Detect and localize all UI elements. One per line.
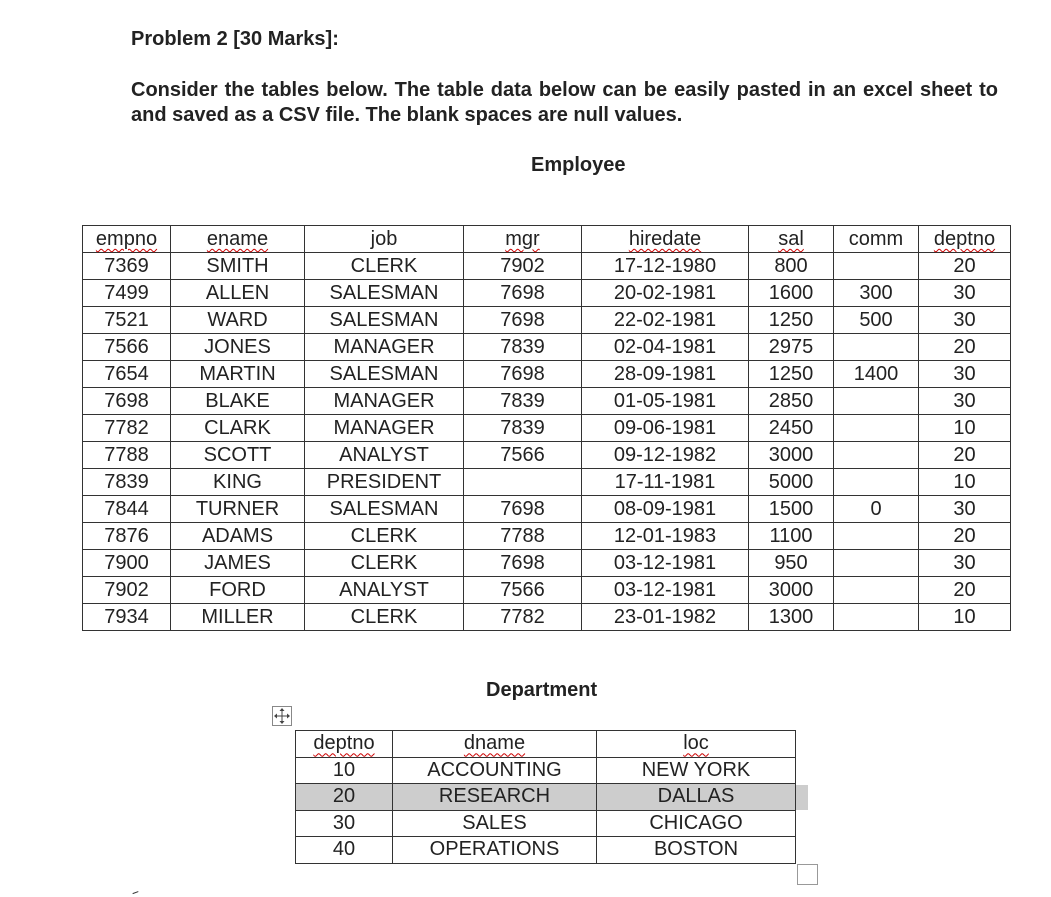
employee-cell-mgr[interactable]: 7698	[464, 550, 582, 577]
employee-header-empno[interactable]: empno	[83, 226, 171, 253]
selection-overflow	[796, 785, 808, 810]
employee-cell-empno[interactable]: 7521	[83, 307, 171, 334]
employee-cell-job[interactable]: CLERK	[305, 604, 464, 631]
employee-cell-mgr[interactable]: 7839	[464, 334, 582, 361]
employee-cell-sal[interactable]: 3000	[749, 577, 834, 604]
employee-cell-sal[interactable]: 1500	[749, 496, 834, 523]
employee-cell-comm[interactable]: 1400	[834, 361, 919, 388]
employee-cell-ename[interactable]: SMITH	[171, 253, 305, 280]
employee-row[interactable]	[83, 523, 1011, 550]
employee-cell-mgr[interactable]: 7698	[464, 307, 582, 334]
employee-caption: Employee	[531, 154, 626, 176]
employee-cell-job[interactable]: CLERK	[305, 550, 464, 577]
employee-cell-ename[interactable]: MILLER	[171, 604, 305, 631]
employee-cell-sal[interactable]: 2975	[749, 334, 834, 361]
employee-cell-mgr[interactable]: 7698	[464, 496, 582, 523]
employee-cell-mgr[interactable]: 7782	[464, 604, 582, 631]
employee-cell-sal[interactable]: 1300	[749, 604, 834, 631]
employee-cell-mgr[interactable]: 7566	[464, 442, 582, 469]
employee-cell-deptno[interactable]: 20	[919, 442, 1011, 469]
employee-cell-deptno[interactable]: 10	[919, 469, 1011, 496]
employee-cell-mgr[interactable]: 7839	[464, 388, 582, 415]
employee-cell-empno[interactable]: 7788	[83, 442, 171, 469]
employee-cell-sal[interactable]: 5000	[749, 469, 834, 496]
employee-cell-job[interactable]: MANAGER	[305, 415, 464, 442]
employee-cell-ename[interactable]: WARD	[171, 307, 305, 334]
employee-header-sal[interactable]: sal	[749, 226, 834, 253]
department-cell-loc[interactable]: BOSTON	[597, 837, 796, 864]
employee-cell-sal[interactable]: 1250	[749, 307, 834, 334]
employee-cell-empno[interactable]: 7902	[83, 577, 171, 604]
employee-cell-mgr[interactable]: 7839	[464, 415, 582, 442]
employee-table[interactable]	[82, 225, 1011, 631]
employee-cell-sal[interactable]: 2450	[749, 415, 834, 442]
employee-cell-empno[interactable]: 7698	[83, 388, 171, 415]
employee-cell-hiredate[interactable]: 17-12-1980	[582, 253, 749, 280]
employee-cell-empno[interactable]: 7844	[83, 496, 171, 523]
employee-header-ename[interactable]: ename	[171, 226, 305, 253]
employee-row[interactable]	[83, 334, 1011, 361]
employee-cell-ename[interactable]: SCOTT	[171, 442, 305, 469]
table-move-handle-icon[interactable]	[272, 706, 292, 726]
employee-cell-sal[interactable]: 800	[749, 253, 834, 280]
employee-cell-deptno[interactable]: 20	[919, 523, 1011, 550]
employee-cell-comm[interactable]	[834, 577, 919, 604]
employee-cell-hiredate[interactable]: 23-01-1982	[582, 604, 749, 631]
employee-cell-ename[interactable]: MARTIN	[171, 361, 305, 388]
employee-cell-deptno[interactable]: 30	[919, 388, 1011, 415]
employee-cell-empno[interactable]: 7499	[83, 280, 171, 307]
employee-cell-sal[interactable]: 950	[749, 550, 834, 577]
employee-cell-comm[interactable]	[834, 550, 919, 577]
employee-row[interactable]	[83, 496, 1011, 523]
department-header-dname[interactable]: dname	[393, 731, 597, 758]
department-cell-deptno[interactable]: 10	[296, 757, 393, 784]
employee-cell-comm[interactable]	[834, 442, 919, 469]
employee-header-job[interactable]: job	[305, 226, 464, 253]
employee-cell-hiredate[interactable]: 28-09-1981	[582, 361, 749, 388]
employee-cell-ename[interactable]: ADAMS	[171, 523, 305, 550]
department-cell-dname[interactable]: OPERATIONS	[393, 837, 597, 864]
employee-header-mgr[interactable]: mgr	[464, 226, 582, 253]
problem-title: Problem 2 [30 Marks]:	[131, 28, 339, 50]
employee-cell-comm[interactable]	[834, 469, 919, 496]
employee-cell-job[interactable]: ANALYST	[305, 442, 464, 469]
employee-row[interactable]	[83, 415, 1011, 442]
employee-cell-ename[interactable]: JAMES	[171, 550, 305, 577]
employee-cell-empno[interactable]: 7839	[83, 469, 171, 496]
employee-cell-comm[interactable]	[834, 604, 919, 631]
department-header-loc[interactable]: loc	[597, 731, 796, 758]
employee-cell-ename[interactable]: TURNER	[171, 496, 305, 523]
employee-cell-sal[interactable]: 1600	[749, 280, 834, 307]
employee-header-deptno[interactable]: deptno	[919, 226, 1011, 253]
department-cell-dname[interactable]: ACCOUNTING	[393, 757, 597, 784]
employee-cell-mgr[interactable]: 7566	[464, 577, 582, 604]
employee-cell-hiredate[interactable]: 03-12-1981	[582, 550, 749, 577]
employee-cell-hiredate[interactable]: 08-09-1981	[582, 496, 749, 523]
employee-cell-empno[interactable]: 7654	[83, 361, 171, 388]
department-cell-dname[interactable]: RESEARCH	[393, 784, 597, 811]
employee-row[interactable]	[83, 442, 1011, 469]
employee-cell-hiredate[interactable]: 09-12-1982	[582, 442, 749, 469]
employee-header-hiredate[interactable]: hiredate	[582, 226, 749, 253]
employee-row[interactable]	[83, 280, 1011, 307]
employee-cell-hiredate[interactable]: 01-05-1981	[582, 388, 749, 415]
page-corner-mark	[132, 891, 139, 897]
employee-cell-ename[interactable]: JONES	[171, 334, 305, 361]
employee-row[interactable]	[83, 577, 1011, 604]
employee-row[interactable]	[83, 307, 1011, 334]
employee-cell-comm[interactable]	[834, 253, 919, 280]
employee-cell-comm[interactable]: 300	[834, 280, 919, 307]
employee-cell-job[interactable]: SALESMAN	[305, 280, 464, 307]
department-cell-loc[interactable]: CHICAGO	[597, 810, 796, 837]
employee-cell-mgr[interactable]: 7902	[464, 253, 582, 280]
employee-cell-mgr[interactable]: 7698	[464, 361, 582, 388]
employee-cell-deptno[interactable]: 20	[919, 334, 1011, 361]
employee-cell-mgr[interactable]: 7698	[464, 280, 582, 307]
employee-cell-sal[interactable]: 1250	[749, 361, 834, 388]
employee-cell-job[interactable]: SALESMAN	[305, 496, 464, 523]
employee-cell-comm[interactable]	[834, 388, 919, 415]
department-row[interactable]	[296, 757, 796, 784]
employee-cell-ename[interactable]: ALLEN	[171, 280, 305, 307]
employee-cell-ename[interactable]: KING	[171, 469, 305, 496]
department-cell-loc[interactable]: DALLAS	[597, 784, 796, 811]
employee-cell-deptno[interactable]: 30	[919, 307, 1011, 334]
employee-cell-empno[interactable]: 7934	[83, 604, 171, 631]
employee-cell-ename[interactable]: FORD	[171, 577, 305, 604]
employee-cell-deptno[interactable]: 30	[919, 550, 1011, 577]
employee-row[interactable]	[83, 604, 1011, 631]
employee-header-comm[interactable]: comm	[834, 226, 919, 253]
department-header-row	[296, 731, 796, 758]
employee-cell-job[interactable]: ANALYST	[305, 577, 464, 604]
employee-row[interactable]	[83, 388, 1011, 415]
employee-cell-job[interactable]: CLERK	[305, 523, 464, 550]
employee-cell-job[interactable]: SALESMAN	[305, 307, 464, 334]
department-row[interactable]	[296, 810, 796, 837]
employee-row[interactable]	[83, 253, 1011, 280]
employee-cell-comm[interactable]: 0	[834, 496, 919, 523]
employee-cell-job[interactable]: SALESMAN	[305, 361, 464, 388]
department-caption: Department	[486, 679, 598, 701]
department-table-body	[296, 757, 796, 863]
employee-cell-job[interactable]: MANAGER	[305, 334, 464, 361]
employee-cell-empno[interactable]: 7782	[83, 415, 171, 442]
employee-cell-empno[interactable]: 7900	[83, 550, 171, 577]
employee-cell-empno[interactable]: 7876	[83, 523, 171, 550]
employee-cell-deptno[interactable]: 10	[919, 415, 1011, 442]
employee-cell-sal[interactable]: 2850	[749, 388, 834, 415]
department-cell-loc[interactable]: NEW YORK	[597, 757, 796, 784]
employee-cell-ename[interactable]: CLARK	[171, 415, 305, 442]
employee-cell-deptno[interactable]: 20	[919, 577, 1011, 604]
employee-cell-comm[interactable]: 500	[834, 307, 919, 334]
employee-cell-hiredate[interactable]: 22-02-1981	[582, 307, 749, 334]
employee-table-body	[83, 253, 1011, 631]
employee-cell-hiredate[interactable]: 03-12-1981	[582, 577, 749, 604]
employee-cell-hiredate[interactable]: 02-04-1981	[582, 334, 749, 361]
employee-cell-hiredate[interactable]: 20-02-1981	[582, 280, 749, 307]
employee-cell-sal[interactable]: 1100	[749, 523, 834, 550]
department-cell-dname[interactable]: SALES	[393, 810, 597, 837]
employee-cell-job[interactable]: CLERK	[305, 253, 464, 280]
department-header-deptno[interactable]: deptno	[296, 731, 393, 758]
employee-cell-job[interactable]: PRESIDENT	[305, 469, 464, 496]
employee-cell-sal[interactable]: 3000	[749, 442, 834, 469]
employee-cell-deptno[interactable]: 30	[919, 280, 1011, 307]
employee-row[interactable]	[83, 361, 1011, 388]
department-cell-deptno[interactable]: 30	[296, 810, 393, 837]
employee-cell-job[interactable]: MANAGER	[305, 388, 464, 415]
problem-instructions: Consider the tables below. The table data below can be easily pasted in an excel sheet to and saved as a CSV file. The blank spaces are null values.	[131, 79, 998, 126]
employee-cell-mgr[interactable]	[464, 469, 582, 496]
department-cell-deptno[interactable]: 20	[296, 784, 393, 811]
employee-cell-deptno[interactable]: 10	[919, 604, 1011, 631]
employee-cell-deptno[interactable]: 30	[919, 361, 1011, 388]
department-row[interactable]	[296, 784, 796, 811]
employee-cell-ename[interactable]: BLAKE	[171, 388, 305, 415]
employee-cell-empno[interactable]: 7369	[83, 253, 171, 280]
employee-cell-comm[interactable]	[834, 523, 919, 550]
employee-cell-hiredate[interactable]: 17-11-1981	[582, 469, 749, 496]
employee-cell-deptno[interactable]: 20	[919, 253, 1011, 280]
employee-cell-comm[interactable]	[834, 334, 919, 361]
employee-cell-empno[interactable]: 7566	[83, 334, 171, 361]
department-row[interactable]	[296, 837, 796, 864]
department-cell-deptno[interactable]: 40	[296, 837, 393, 864]
employee-row[interactable]	[83, 469, 1011, 496]
department-table[interactable]	[295, 730, 796, 864]
employee-cell-deptno[interactable]: 30	[919, 496, 1011, 523]
employee-cell-hiredate[interactable]: 09-06-1981	[582, 415, 749, 442]
employee-header-row	[83, 226, 1011, 253]
employee-row[interactable]	[83, 550, 1011, 577]
employee-cell-hiredate[interactable]: 12-01-1983	[582, 523, 749, 550]
employee-cell-mgr[interactable]: 7788	[464, 523, 582, 550]
table-resize-handle-icon[interactable]	[797, 864, 818, 885]
employee-cell-comm[interactable]	[834, 415, 919, 442]
